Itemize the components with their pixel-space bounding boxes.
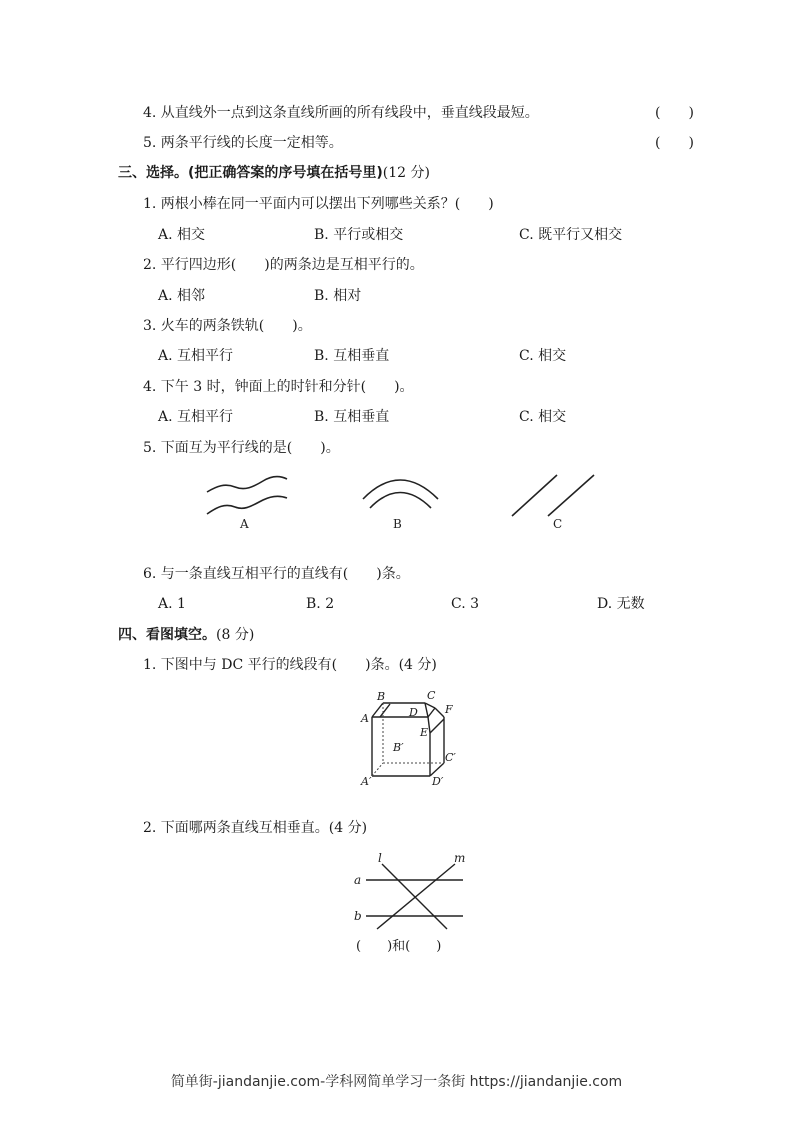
label-l: l <box>378 851 382 865</box>
label-b-prime: B′ <box>393 741 404 754</box>
s3-q6-option-b[interactable]: B. 2 <box>306 596 335 612</box>
s3-q1-option-c[interactable]: C. 既平行又相交 <box>519 227 623 243</box>
figure-c-label: C <box>553 517 563 531</box>
s4-q2-answer-blank[interactable]: ( )和( ) <box>356 939 442 954</box>
label-m: m <box>454 851 466 865</box>
s3-q1-stem: 1. 两根小棒在同一平面内可以摆出下列哪些关系？( ) <box>143 196 494 212</box>
judge-q5: 5. 两条平行线的长度一定相等。 <box>143 135 343 151</box>
label-c-prime: C′ <box>445 751 456 764</box>
label-b: B <box>377 690 386 703</box>
figure-b-arcs[interactable] <box>363 480 438 531</box>
s3-q6-option-d[interactable]: D. 无数 <box>597 596 645 612</box>
label-line-b: b <box>354 909 362 923</box>
label-f: F <box>445 703 453 716</box>
s3-q6-option-a[interactable]: A. 1 <box>158 596 186 612</box>
s3-q4-option-c[interactable]: C. 相交 <box>519 409 567 425</box>
s3-q6-option-c[interactable]: C. 3 <box>451 596 480 612</box>
section4-score: (8 分) <box>216 627 255 643</box>
s4-q2-stem: 2. 下面哪两条直线互相垂直。(4 分) <box>143 820 368 836</box>
label-e: E <box>420 726 429 739</box>
s3-q4-option-b[interactable]: B. 互相垂直 <box>314 409 390 425</box>
label-a-prime: A′ <box>361 775 372 788</box>
s4-q2-lines-figure <box>350 850 470 940</box>
section4-title <box>118 626 254 644</box>
figure-a-label: A <box>240 517 249 531</box>
label-c: C <box>427 689 436 702</box>
s3-q2-option-b[interactable]: B. 相对 <box>314 288 362 304</box>
figure-c-parallel-lines[interactable] <box>512 475 594 531</box>
s3-q1-option-a[interactable]: A. 相交 <box>158 227 206 243</box>
judge-q4: 4. 从直线外一点到这条直线所画的所有线段中，垂直线段最短。 <box>143 105 539 121</box>
footer-watermark: 简单街-jiandanjie.com-学科网简单学习一条街 https://jiandanjie.com <box>170 1074 623 1090</box>
s3-q3-stem: 3. 火车的两条铁轨( )。 <box>143 318 312 334</box>
s3-q1-option-b[interactable]: B. 平行或相交 <box>314 227 404 243</box>
label-a: A <box>361 712 369 725</box>
figure-b-label: B <box>393 517 402 531</box>
label-d-prime: D′ <box>432 775 444 788</box>
s3-q3-option-b[interactable]: B. 互相垂直 <box>314 348 390 364</box>
s3-q3-option-a[interactable]: A. 互相平行 <box>158 348 234 364</box>
s3-q2-stem: 2. 平行四边形( )的两条边是互相平行的。 <box>143 257 424 273</box>
s3-q5-stem: 5. 下面互为平行线的是( )。 <box>143 440 340 456</box>
s3-q4-option-a[interactable]: A. 互相平行 <box>158 409 234 425</box>
section4-title-text: 四、看图填空。 <box>118 627 216 643</box>
s3-q3-option-c[interactable]: C. 相交 <box>519 348 567 364</box>
section3-score: (12 分) <box>382 165 430 181</box>
judge-q5-blank[interactable]: ( ) <box>655 135 694 151</box>
label-d: D <box>409 706 418 719</box>
section3-title-text: 三、选择。(把正确答案的序号填在括号里) <box>118 165 383 181</box>
s4-q1-cuboid-figure <box>355 685 465 790</box>
section3-title <box>118 164 430 182</box>
s3-q5-figures <box>195 465 625 540</box>
s3-q6-stem: 6. 与一条直线互相平行的直线有( )条。 <box>143 566 410 582</box>
s3-q4-stem: 4. 下午 3 时，钟面上的时针和分针( )。 <box>143 379 414 395</box>
s4-q1-stem: 1. 下图中与 DC 平行的线段有( )条。(4 分) <box>143 657 437 673</box>
judge-q4-blank[interactable]: ( ) <box>655 105 694 121</box>
s3-q2-option-a[interactable]: A. 相邻 <box>158 288 206 304</box>
label-line-a: a <box>354 873 362 887</box>
figure-a-wavy-lines[interactable] <box>207 477 287 531</box>
